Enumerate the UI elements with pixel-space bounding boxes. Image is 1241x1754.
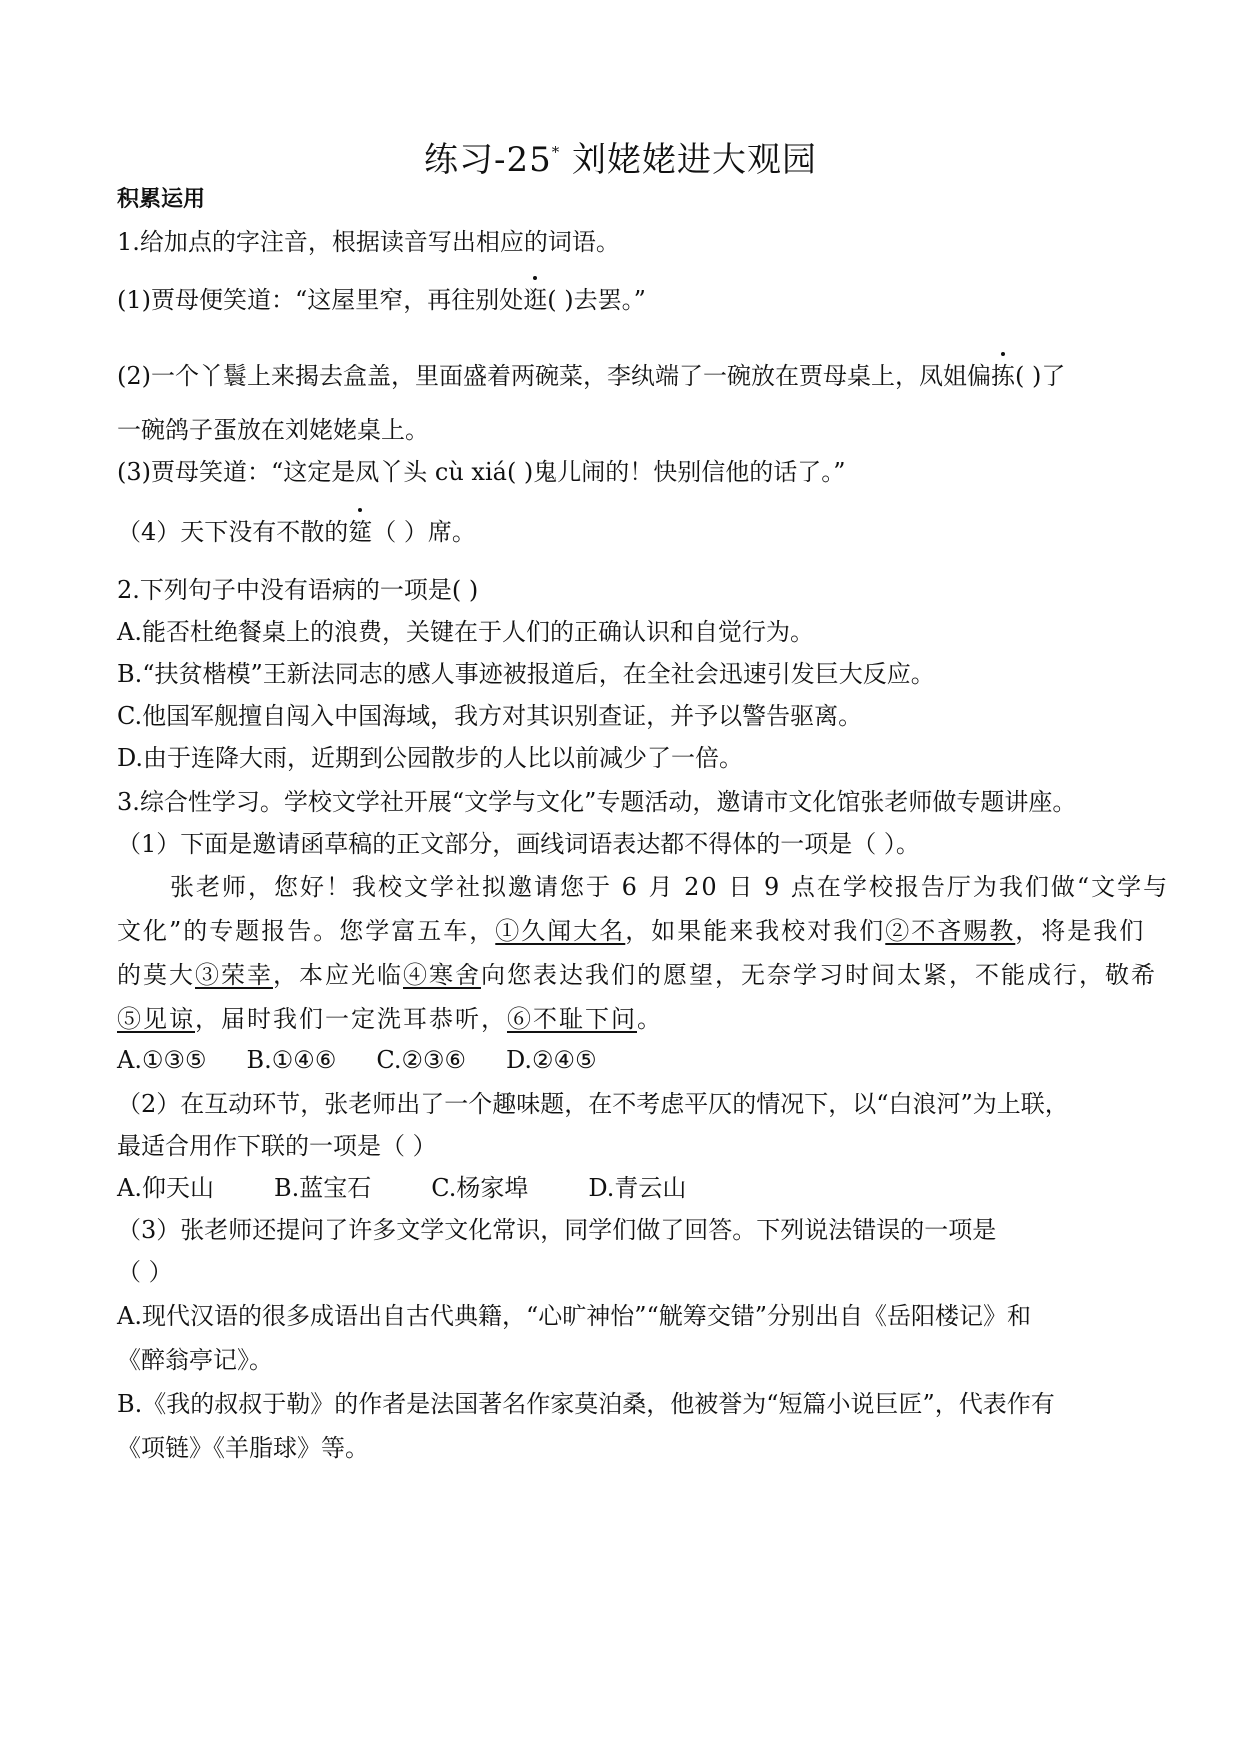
q3-part2-stem: （2）在互动环节，张老师出了一个趣味题，在不考虑平仄的情况下，以“白浪河”为上联，	[117, 1090, 1069, 1118]
q3-stem: 3.综合性学习。学校文学社开展“文学与文化”专题活动，邀请市文化馆张老师做专题讲座。	[117, 788, 1077, 816]
q1-item-2: (2)一个丫鬟上来揭去盒盖，里面盛着两碗菜，李纨端了一碗放在贾母桌上，凤姐偏拣( )了	[117, 359, 1131, 393]
title-asterisk: *	[551, 143, 561, 161]
q2-option-a: A.能否杜绝餐桌上的浪费，关键在于人们的正确认识和自觉行为。	[117, 618, 814, 646]
q2-stem: 2.下列句子中没有语病的一项是( )	[117, 576, 479, 604]
q3-part1-options: A.①③⑤ B.①④⑥ C.②③⑥ D.②④⑤	[117, 1046, 597, 1074]
section-heading: 积累运用	[117, 187, 206, 212]
page-title: 练习-25* 刘姥姥进大观园	[423, 140, 818, 180]
q1-item-1: (1)贾母便笑道：“这屋里窄，再往别处逛( )去罢。”	[117, 283, 1131, 317]
q1-item-2-cont: 一碗鸽子蛋放在刘姥姥桌上。	[117, 416, 429, 444]
q1-stem: 1.给加点的字注音，根据读音写出相应的词语。	[117, 228, 620, 256]
underlined-phrase: ⑥不耻下问	[507, 1005, 637, 1033]
dotted-char: 筵	[348, 515, 372, 549]
q3-part3-option-a-cont: 《醉翁亭记》。	[117, 1346, 273, 1374]
q3-part2-options: A.仰天山 B.蓝宝石 C.杨家埠 D.青云山	[117, 1174, 687, 1202]
q3-part3-option-a: A.现代汉语的很多成语出自古代典籍，“心旷神怡”“觥筹交错”分别出自《岳阳楼记》和	[117, 1302, 1032, 1330]
q3-part3-option-b-cont: 《项链》《羊脂球》等。	[117, 1434, 369, 1462]
underlined-phrase: ⑤见谅	[117, 1005, 195, 1033]
q1-item-3: (3)贾母笑道：“这定是凤丫头 cù xiá( )鬼儿闹的！快别信他的话了。”	[117, 458, 846, 486]
dotted-char: 拣	[991, 359, 1015, 393]
letter-line-3: 的莫大③荣幸，本应光临④寒舍向您表达我们的愿望，无奈学习时间太紧，不能成行，敬希	[117, 961, 1157, 989]
q1-item-4: （4）天下没有不散的筵（ ）席。	[117, 515, 1131, 549]
underlined-phrase: ①久闻大名	[495, 917, 626, 945]
q3-part2-stem-cont: 最适合用作下联的一项是（ ）	[117, 1132, 437, 1160]
q3-part3-stem: （3）张老师还提问了许多文学文化常识，同学们做了回答。下列说法错误的一项是	[117, 1216, 997, 1244]
underlined-phrase: ④寒舍	[403, 961, 481, 989]
underlined-phrase: ②不吝赐教	[885, 917, 1016, 945]
underlined-phrase: ③荣幸	[195, 961, 273, 989]
dotted-char: 逛	[523, 283, 547, 317]
q3-part3-option-b: B.《我的叔叔于勒》的作者是法国著名作家莫泊桑，他被誉为“短篇小说巨匠”，代表作有	[117, 1390, 1055, 1418]
q2-option-c: C.他国军舰擅自闯入中国海域，我方对其识别查证，并予以警告驱离。	[117, 702, 863, 730]
q3-part3-stem-cont: （ ）	[117, 1258, 173, 1286]
letter-line-4: ⑤见谅，届时我们一定洗耳恭听，⑥不耻下问。	[117, 1005, 663, 1033]
q2-option-d: D.由于连降大雨，近期到公园散步的人比以前减少了一倍。	[117, 744, 744, 772]
q3-part1-stem: （1）下面是邀请函草稿的正文部分，画线词语表达都不得体的一项是（ ）。	[117, 830, 920, 858]
q2-option-b: B.“扶贫楷模”王新法同志的感人事迹被报道后，在全社会迅速引发巨大反应。	[117, 660, 935, 688]
letter-line-2: 文化”的专题报告。您学富五车，①久闻大名，如果能来我校对我们②不吝赐教，将是我们	[117, 917, 1146, 945]
letter-line-1: 张老师，您好！我校文学社拟邀请您于 6 月 20 日 9 点在学校报告厅为我们做“文学与	[170, 873, 1170, 901]
